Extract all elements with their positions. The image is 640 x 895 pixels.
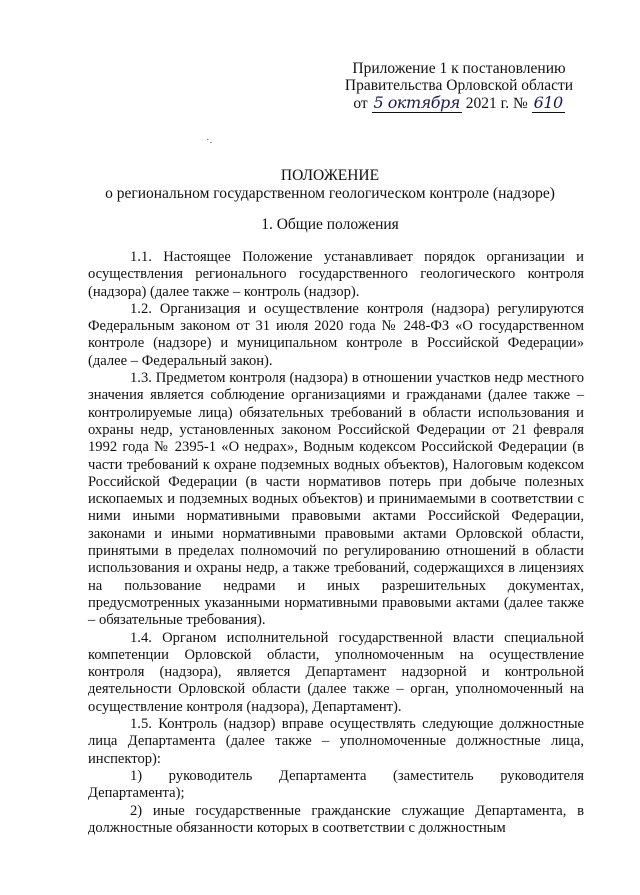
document-body bbox=[88, 249, 588, 837]
handwritten-month: октября bbox=[387, 93, 460, 112]
list-item-1: 1) руководитель Департамента (заместитель руководителя Департамента); bbox=[88, 767, 588, 802]
paragraph-1-2: 1.2. Организация и осуществление контроля (надзора) регулируются Федеральным законом от 31 июля 2020 года № 248-ФЗ «О государственном контроле (надзоре) и муниципальном контроле в Российской Федерации» (далее – Федеральный закон). bbox=[88, 300, 584, 369]
section-heading: 1. Общие положения bbox=[261, 216, 399, 233]
paragraph-1-4: 1.4. Органом исполнительной государственной власти специальной компетенции Орловской области, уполномоченным на осуществление контроля (надзора), является Департамент надзорной и контрольной деятельности Орловской области (далее также – орган, уполномоченный на осуществление контроля (надзора), Департамент). bbox=[88, 629, 584, 715]
appendix-from: от bbox=[353, 95, 368, 112]
scan-speck: ·. bbox=[206, 134, 213, 146]
title-subheading: о региональном государственном геологическом контроле (надзоре) bbox=[105, 185, 555, 202]
document-title bbox=[80, 167, 580, 203]
handwritten-date bbox=[372, 93, 462, 113]
appendix-line-1: Приложение 1 к постановлению bbox=[352, 60, 566, 77]
appendix-year: 2021 г. № bbox=[465, 95, 528, 112]
paragraph-1-3: 1.3. Предметом контроля (надзора) в отношении участков недр местного значения является соблюдение организациями и гражданами (далее также – контролируемые лица) обязательных требований в области использования и охраны недр, установленных законом Российской Федерации от 21 февраля 1992 года № 2395-1 «О недрах», Водным кодексом Российской Федерации (в части требований к охране подземных водных объектов), Налоговым кодексом Российской Федерации (в части нормативов потерь при добыче полезных ископаемых и подземных водных объектов) и принимаемыми в соответствии с ними иными нормативными правовыми актами Российской Федерации, законами и иными нормативными правовыми актами Орловской области, принятыми в пределах полномочий по регулированию отношений в области использования и охраны недр, а также требований, содержащихся в лицензиях на пользование недрами и иных разрешительных документах, предусмотренных указанными нормативными правовыми актами (далее также – обязательные требования). bbox=[88, 370, 584, 629]
handwritten-day: 5 bbox=[373, 93, 384, 112]
handwritten-number: 610 bbox=[533, 93, 563, 112]
title-heading: ПОЛОЖЕНИЕ bbox=[280, 167, 380, 184]
paragraph-1-1: 1.1. Настоящее Положение устанавливает порядок организации и осуществления регионального государственного геологического контроля (надзора) (далее также – контроль (надзор). bbox=[88, 249, 584, 300]
appendix-date-line bbox=[334, 94, 584, 112]
paragraph-1-5: 1.5. Контроль (надзор) вправе осуществлять следующие должностные лица Департамента (далее также – уполномоченные должностные лица, инспектор): bbox=[88, 716, 584, 767]
list-item-2: 2) иные государственные гражданские служащие Департамента, в должностные обязанности которых в соответствии с должностным bbox=[88, 802, 584, 836]
appendix-line-2: Правительства Орловской области bbox=[344, 77, 574, 94]
appendix-block bbox=[334, 60, 584, 112]
